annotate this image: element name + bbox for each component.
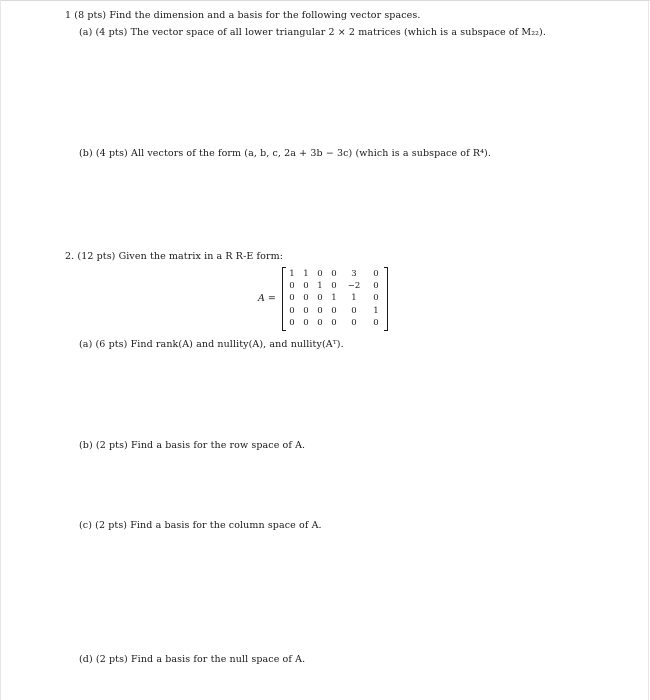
matrix-cell: 0 [303,317,309,328]
matrix-cell: 0 [303,281,309,292]
matrix-cell: 0 [317,269,323,279]
matrix-cell: 0 [373,269,379,279]
matrix-cell: 0 [373,317,379,328]
problem-2-part-b: (b) (2 pts) Find a basis for the row space of A. [79,440,306,451]
problem-2-part-d: (d) (2 pts) Find a basis for the null space of A. [79,654,306,665]
problem-1-title: 1 (8 pts) Find the dimension and a basis for the following vector spaces. [65,10,421,21]
matrix-cell: 0 [373,281,379,292]
page-left-border [0,0,1,700]
matrix-cell: 0 [289,281,295,292]
matrix-cell: 1 [351,293,357,304]
problem-2-part-c: (c) (2 pts) Find a basis for the column space of A. [79,520,322,531]
matrix-cell: 1 [303,269,309,279]
matrix-right-bracket [384,267,388,331]
matrix-cell: 0 [289,293,295,304]
matrix-cell: 0 [289,305,295,316]
matrix-cell: 0 [331,317,337,328]
matrix-cell: −2 [347,281,361,292]
matrix-cell: 0 [317,317,323,328]
matrix-label: A = [258,293,276,304]
matrix-cell: 0 [289,317,295,328]
problem-2-title: 2. (12 pts) Given the matrix in a R R-E form: [65,251,284,262]
matrix-cell: 1 [289,269,295,279]
matrix-cell: 0 [351,317,357,328]
matrix-cell: 0 [373,293,379,304]
matrix-cell: 0 [331,269,337,279]
matrix-cell: 1 [331,293,337,304]
matrix-cell: 3 [351,269,357,279]
problem-1-part-b: (b) (4 pts) All vectors of the form (a, b, c, 2a + 3b − 3c) (which is a subspace of R⁴). [79,148,491,159]
matrix-cell: 1 [317,281,323,292]
matrix-cell: 0 [303,293,309,304]
matrix-cell: 0 [351,305,357,316]
matrix-cell: 0 [317,293,323,304]
matrix-cell: 0 [303,305,309,316]
matrix-cell: 0 [331,305,337,316]
matrix-a [282,267,388,331]
problem-2-part-a: (a) (6 pts) Find rank(A) and nullity(A), and nullity(Aᵀ). [79,339,344,350]
matrix-cell: 0 [317,305,323,316]
page-right-border [648,0,649,700]
problem-1-part-a: (a) (4 pts) The vector space of all lower triangular 2 × 2 matrices (which is a subspace of M₂₂). [79,27,546,38]
matrix-cell: 1 [373,305,379,316]
page-top-border [0,0,650,1]
matrix-cell: 0 [331,281,337,292]
